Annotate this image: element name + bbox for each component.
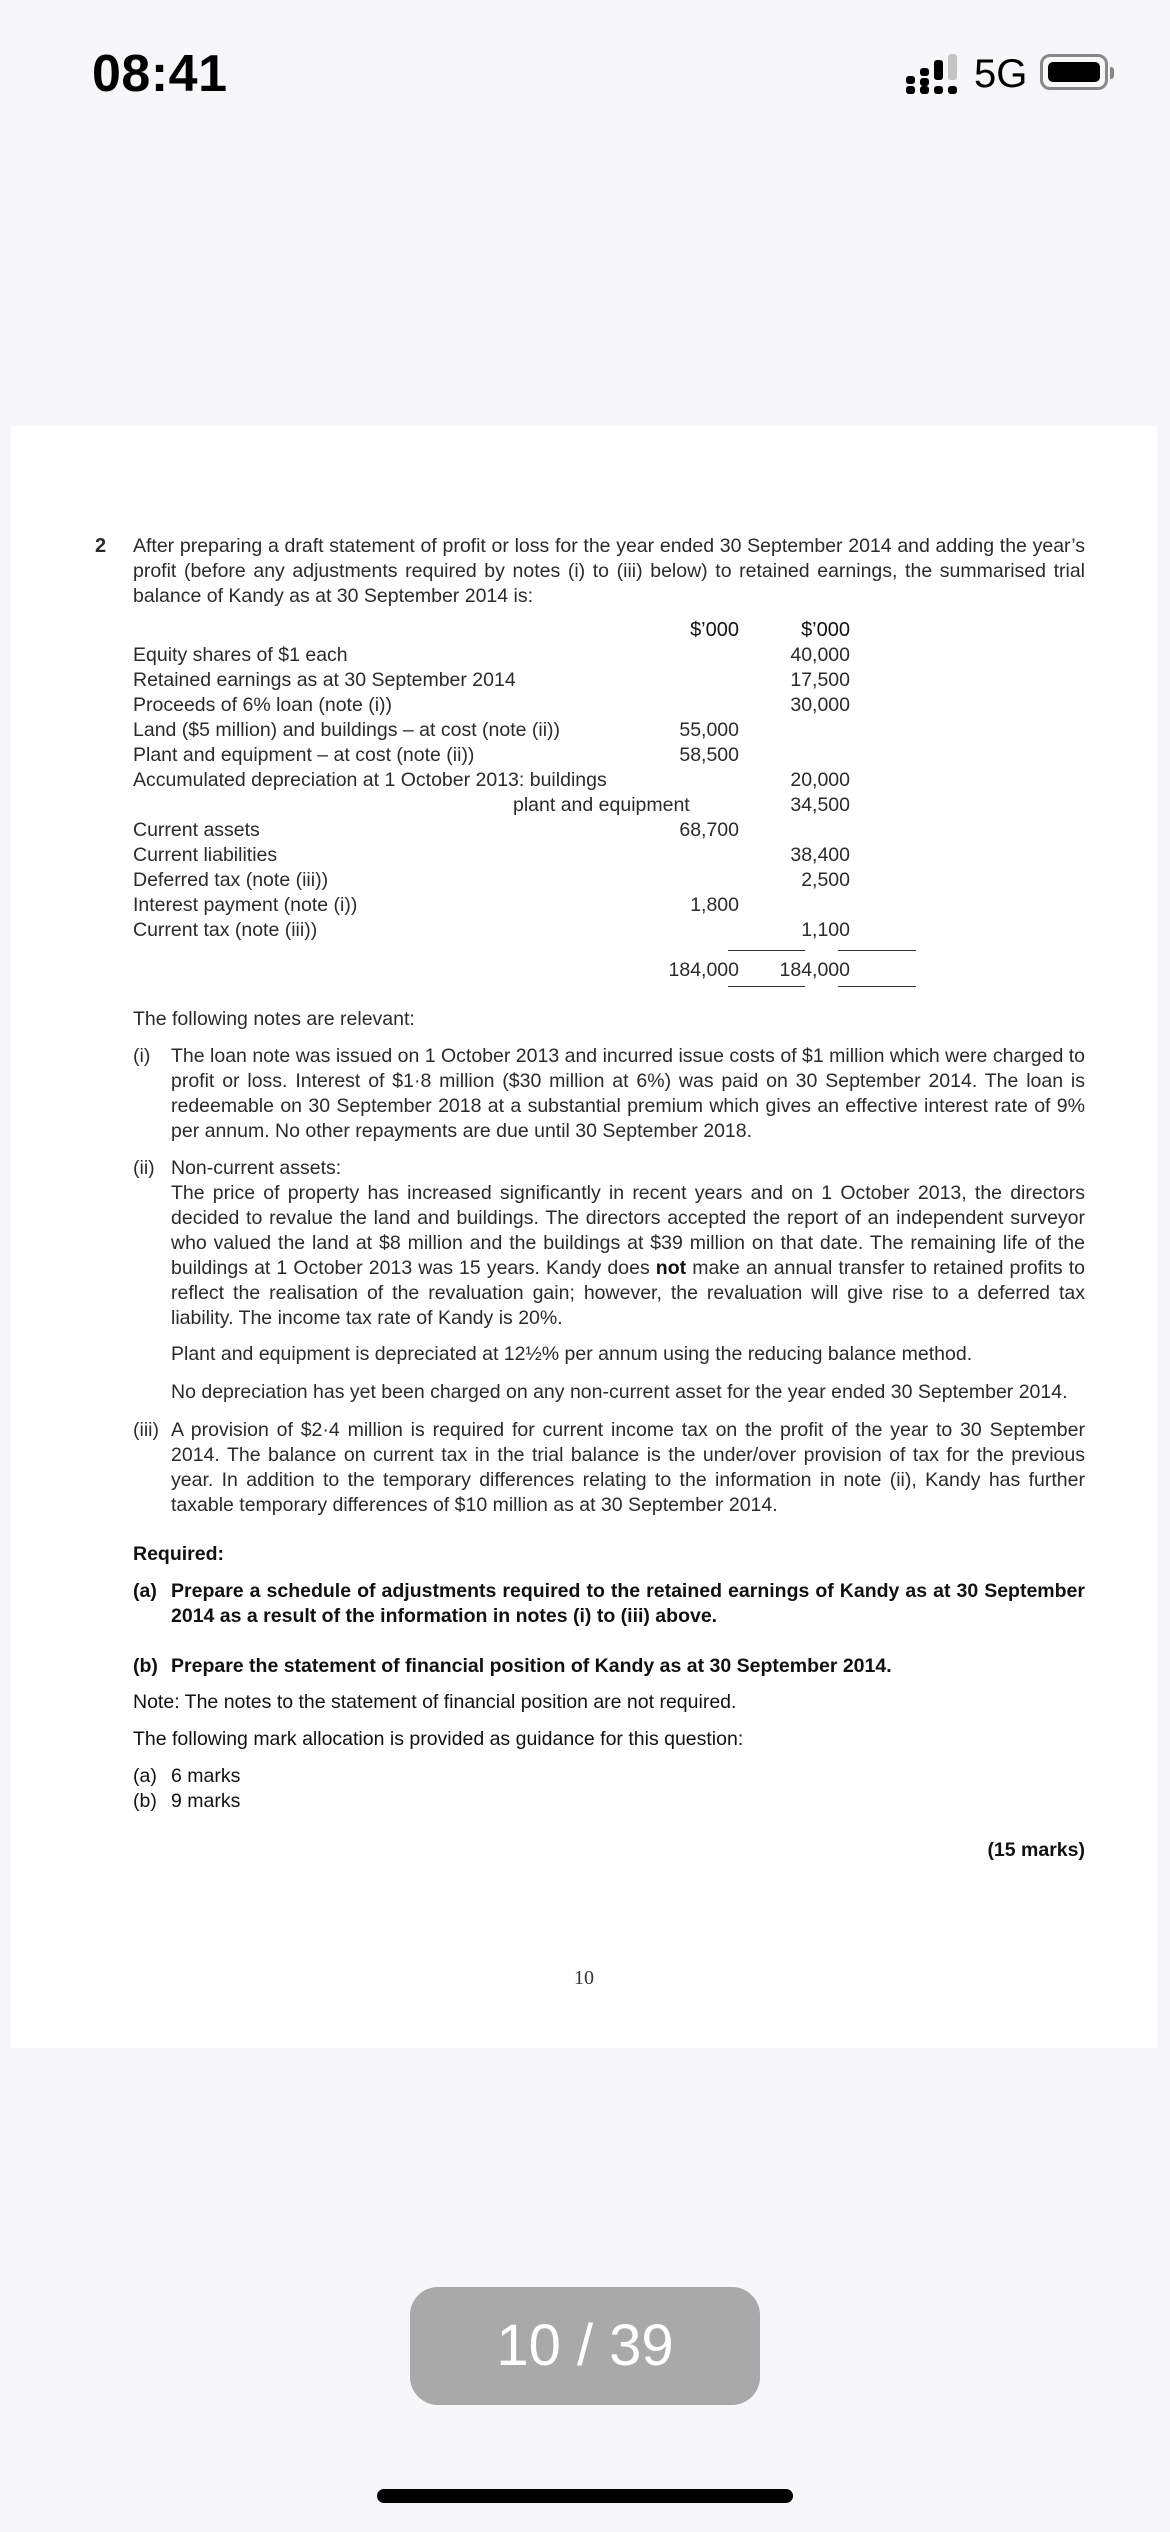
status-time: 08:41 [92, 45, 228, 103]
page-number: 10 [574, 1967, 594, 1989]
trial-balance-row [133, 918, 1085, 943]
row-debit: 68,700 [679, 819, 739, 841]
total-credit: 184,000 [779, 959, 850, 981]
row-credit: 2,500 [801, 869, 850, 891]
document-page[interactable] [11, 426, 1157, 2048]
trial-balance-row [133, 718, 1085, 743]
trial-balance-row [133, 868, 1085, 893]
requirement-label: (a) [133, 1580, 157, 1602]
row-label: plant and equipment [513, 794, 690, 816]
note-ii [133, 1156, 1085, 1331]
subtotal-rule [838, 950, 916, 951]
row-credit: 30,000 [790, 694, 850, 716]
required-heading: Required: [133, 1543, 225, 1565]
trial-balance-row [133, 818, 1085, 843]
page-indicator: 10 / 39 [410, 2287, 760, 2405]
row-label: Land ($5 million) and buildings – at cost (note (ii)) [133, 719, 561, 741]
row-credit: 1,100 [801, 919, 850, 941]
row-label: Interest payment (note (i)) [133, 894, 358, 916]
note-i [133, 1044, 1085, 1144]
trial-balance-row [133, 768, 1085, 793]
row-label: Current liabilities [133, 844, 278, 866]
row-debit: 55,000 [679, 719, 739, 741]
row-label: Equity shares of $1 each [133, 644, 348, 666]
row-credit: 20,000 [790, 769, 850, 791]
row-debit: 58,500 [679, 744, 739, 766]
row-label: Plant and equipment – at cost (note (ii)) [133, 744, 475, 766]
row-label: Proceeds of 6% loan (note (i)) [133, 694, 393, 716]
requirement-a [133, 1579, 1085, 1629]
row-credit: 17,500 [790, 669, 850, 691]
note-ii-depreciation [133, 1380, 1085, 1405]
trial-balance-row [133, 743, 1085, 768]
row-credit: 38,400 [790, 844, 850, 866]
requirement-b [133, 1654, 1085, 1679]
trial-balance-row [133, 843, 1085, 868]
trial-balance-header [133, 618, 1085, 643]
trial-balance-row [133, 693, 1085, 718]
note-iii [133, 1418, 1085, 1518]
total-rule [728, 986, 805, 987]
mark-a: (a) 6 marks [133, 1765, 241, 1787]
mark-b: (b) 9 marks [133, 1790, 241, 1812]
network-type: 5G [974, 52, 1028, 96]
total-rule [838, 986, 916, 987]
emphasis-not: not [655, 1257, 687, 1279]
notes-intro: The following notes are relevant: [133, 1008, 415, 1030]
note-label: (i) [133, 1045, 151, 1067]
question-number: 2 [95, 535, 107, 557]
note-text: A provision of $2·4 million is required for current income tax on the profit of the year to 30 September 2014. The balance on current tax in the trial balance is the under/over provision of tax for the previous year. In addition to the temporary differences relating to the information in note (ii), Kandy has further taxable temporary differences of $10 million as at 30 September 2014. [171, 1419, 1085, 1516]
trial-balance-row [133, 893, 1085, 918]
row-debit: 1,800 [690, 894, 739, 916]
requirement-label: (b) [133, 1655, 158, 1677]
row-label: Current tax (note (iii)) [133, 919, 318, 941]
total-marks: (15 marks) [987, 1839, 1085, 1861]
trial-balance-row [133, 643, 1085, 668]
note-heading: Non-current assets: [171, 1157, 342, 1179]
row-label: Accumulated depreciation at 1 October 2013: buildings [133, 769, 607, 791]
column-header-credit: $’000 [801, 619, 850, 641]
note-not-required: Note: The notes to the statement of financial position are not required. [133, 1691, 737, 1713]
note-label: (ii) [133, 1157, 155, 1179]
row-credit: 34,500 [790, 794, 850, 816]
question-intro: After preparing a draft statement of profit or loss for the year ended 30 September 2014 and adding the year’s profit (before any adjustments required by notes (i) to (iii) below) to retained earnings, the summarised trial balance of Kandy as at 30 September 2014 is: [133, 535, 1085, 607]
subtotal-rule [728, 950, 805, 951]
note-text: No depreciation has yet been charged on any non-current asset for the year ended 30 September 2014. [171, 1381, 1068, 1403]
trial-balance-row [133, 793, 1085, 818]
column-header-debit: $’000 [690, 619, 739, 641]
requirement-text: Prepare a schedule of adjustments required to the retained earnings of Kandy as at 30 September 2014 as a result of the information in notes (i) to (iii) above. [171, 1580, 1085, 1627]
mark-allocation-intro: The following mark allocation is provided as guidance for this question: [133, 1728, 744, 1750]
note-text: The price of property has increased significantly in recent years and on 1 October 2013, the directors decided to revalue the land and buildings. The directors accepted the report of an independent surveyor who valued the land at $8 million and the buildings at $39 million on that date. The remaining life of the buildings at 1 October 2013 was 15 years. Kandy does not make an annual transfer to retained profits to reflect the realisation of the revaluation gain; however, the revaluation will give rise to a deferred tax liability. The income tax rate of Kandy is 20%. [171, 1182, 1085, 1329]
trial-balance-row [133, 668, 1085, 693]
note-label: (iii) [133, 1419, 159, 1441]
home-indicator[interactable] [377, 2489, 793, 2503]
note-text: Plant and equipment is depreciated at 12½% per annum using the reducing balance method. [171, 1343, 973, 1365]
row-label: Retained earnings as at 30 September 2014 [133, 669, 516, 691]
row-label: Current assets [133, 819, 260, 841]
row-label: Deferred tax (note (iii)) [133, 869, 329, 891]
note-ii-plant [133, 1342, 1085, 1367]
row-credit: 40,000 [790, 644, 850, 666]
note-text: The loan note was issued on 1 October 2013 and incurred issue costs of $1 million which were charged to profit or loss. Interest of $1·8 million ($30 million at 6%) was paid on 30 September 2014. The loan is redeemable on 30 September 2018 at a substantial premium which gives an effective interest rate of 9% per annum. No other repayments are due until 30 September 2018. [171, 1045, 1085, 1142]
trial-balance-total [133, 958, 1085, 983]
requirement-text: Prepare the statement of financial position of Kandy as at 30 September 2014. [171, 1655, 892, 1677]
total-debit: 184,000 [668, 959, 739, 981]
battery-icon [1040, 54, 1108, 90]
cellular-signal-icon [906, 54, 958, 94]
